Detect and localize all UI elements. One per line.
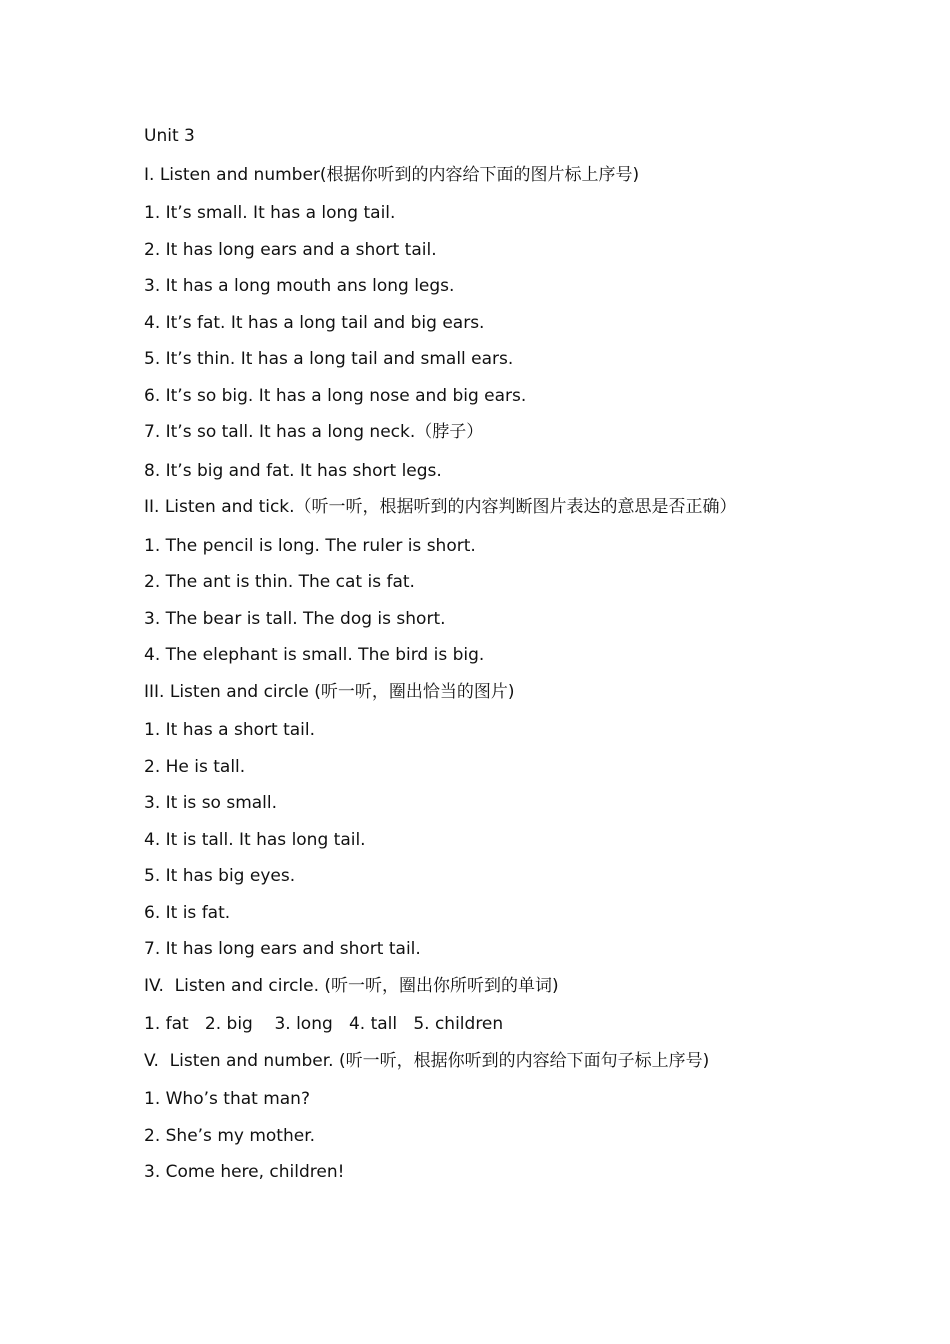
list-item: 8. It’s big and fat. It has short legs. [144, 460, 442, 481]
list-item: 5. It’s thin. It has a long tail and small ears. [144, 349, 514, 369]
list-item: 2. The ant is thin. The cat is fat. [144, 572, 415, 592]
list-item: 3. It has a long mouth ans long legs. [144, 276, 455, 296]
list-item: 1. The pencil is long. The ruler is short. [144, 535, 476, 556]
section-heading: V. Listen and number. (听一听，根据你听到的内容给下面句子标上序号) [144, 1050, 710, 1071]
list-item: 4. The elephant is small. The bird is big. [144, 645, 485, 665]
list-item: 7. It’s so tall. It has a long neck.（脖子） [144, 422, 484, 442]
section-2 [144, 495, 884, 680]
list-item: 3. Come here, children! [144, 1162, 345, 1182]
list-item: 2. It has long ears and a short tail. [144, 239, 437, 260]
list-item: 1. It’s small. It has a long tail. [144, 203, 396, 223]
list-item: 1. It has a short tail. [144, 720, 316, 740]
section-1 [144, 163, 884, 496]
list-item: 2. He is tall. [144, 756, 246, 777]
section-heading: IV. Listen and circle. (听一听，圈出你所听到的单词) [144, 975, 559, 996]
section-heading: III. Listen and circle (听一听，圈出恰当的图片) [144, 681, 515, 702]
section-5 [144, 1049, 884, 1197]
list-item: 4. It’s fat. It has a long tail and big ears. [144, 312, 485, 333]
worksheet-page [144, 124, 884, 1197]
page-title: Unit 3 [144, 126, 195, 146]
word-list: 1. fat 2. big 3. long 4. tall 5. children [144, 1014, 504, 1034]
section-heading: II. Listen and tick.（听一听，根据听到的内容判断图片表达的意思是否正确） [144, 497, 737, 517]
list-item: 3. The bear is tall. The dog is short. [144, 608, 446, 629]
list-item: 1. Who’s that man? [144, 1089, 310, 1109]
list-item: 3. It is so small. [144, 793, 278, 813]
list-item: 2. She’s my mother. [144, 1125, 316, 1146]
list-item: 6. It is fat. [144, 902, 231, 923]
section-4 [144, 974, 884, 1049]
list-item: 5. It has big eyes. [144, 866, 296, 886]
section-heading: I. Listen and number(根据你听到的内容给下面的图片标上序号) [144, 164, 640, 185]
list-item: 4. It is tall. It has long tail. [144, 829, 366, 850]
list-item: 6. It’s so big. It has a long nose and big ears. [144, 385, 527, 406]
section-3 [144, 680, 884, 974]
list-item: 7. It has long ears and short tail. [144, 939, 421, 959]
